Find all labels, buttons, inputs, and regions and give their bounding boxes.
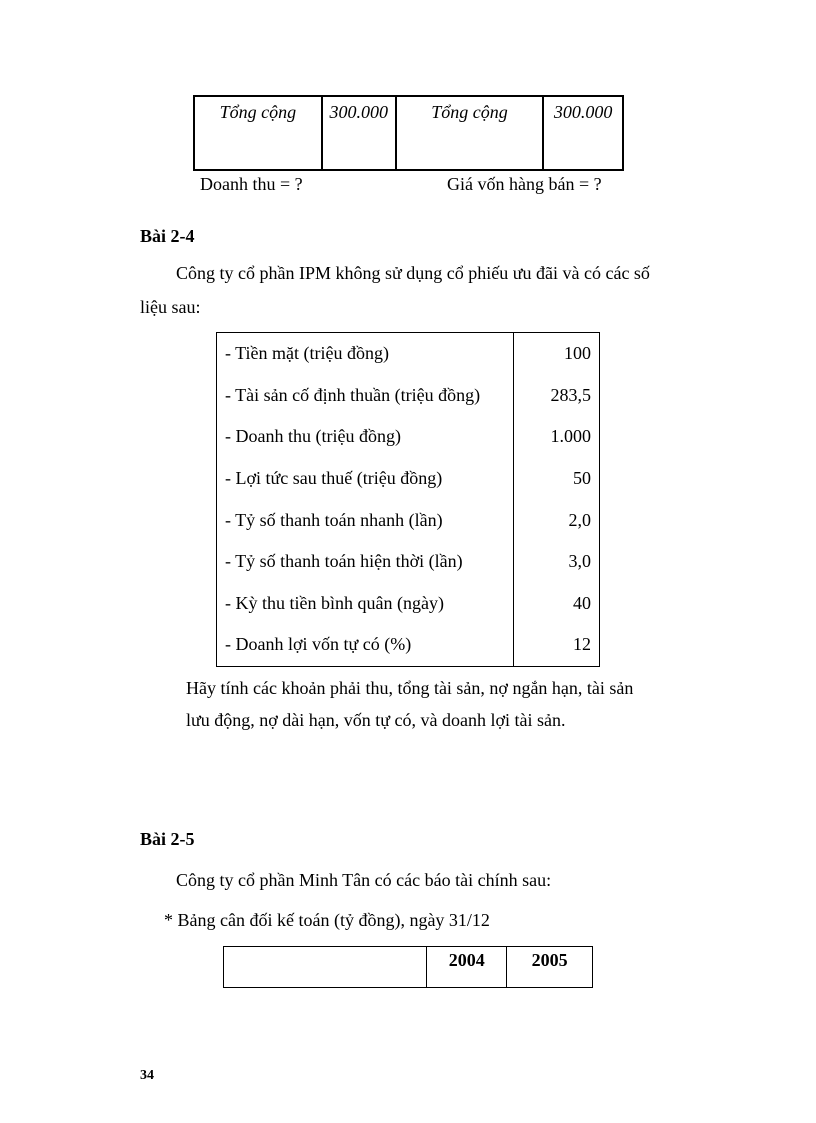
exercise-2-5-title: Bài 2-5 — [140, 829, 195, 849]
exercise-2-5-intro: Công ty cổ phần Minh Tân có các báo tài chính sau: — [176, 870, 552, 890]
exercise-2-5-subtitle: * Bảng cân đối kế toán (tỷ đồng), ngày 31/12 — [164, 910, 490, 930]
totals-table — [193, 95, 624, 171]
totals-left-label: Tổng cộng — [194, 96, 322, 170]
row-label: - Lợi tức sau thuế (triệu đồng) — [217, 458, 514, 500]
row-label: - Tỷ số thanh toán hiện thời (lần) — [217, 541, 514, 583]
row-value: 50 — [514, 458, 600, 500]
row-value: 100 — [514, 333, 600, 375]
totals-right-value: 300.000 — [543, 96, 623, 170]
row-value: 1.000 — [514, 416, 600, 458]
table-row — [217, 583, 600, 625]
row-label: - Tài sản cố định thuần (triệu đồng) — [217, 375, 514, 417]
exercise-2-4-title: Bài 2-4 — [140, 226, 195, 246]
row-label: - Kỳ thu tiền bình quân (ngày) — [217, 583, 514, 625]
row-label: - Doanh lợi vốn tự có (%) — [217, 624, 514, 666]
exercise-2-4-task-line2: lưu động, nợ dài hạn, vốn tự có, và doanh lợi tài sản. — [186, 710, 566, 730]
table-row — [217, 333, 600, 375]
table-row — [217, 541, 600, 583]
table-row — [217, 416, 600, 458]
row-label: - Doanh thu (triệu đồng) — [217, 416, 514, 458]
row-value: 40 — [514, 583, 600, 625]
row-label: - Tỷ số thanh toán nhanh (lần) — [217, 499, 514, 541]
row-value: 2,0 — [514, 499, 600, 541]
exercise-2-4-task-line1: Hãy tính các khoản phải thu, tổng tài sản, nợ ngắn hạn, tài sản — [186, 678, 634, 698]
table-header-row — [224, 947, 593, 988]
cogs-question: Giá vốn hàng bán = ? — [447, 174, 602, 194]
revenue-question: Doanh thu = ? — [200, 174, 303, 194]
page-number: 34 — [140, 1068, 154, 1083]
header-2004: 2004 — [427, 947, 507, 988]
row-label: - Tiền mặt (triệu đồng) — [217, 333, 514, 375]
totals-left-value: 300.000 — [322, 96, 396, 170]
header-blank — [224, 947, 427, 988]
totals-right-label: Tổng cộng — [396, 96, 543, 170]
row-value: 283,5 — [514, 375, 600, 417]
table-row — [194, 96, 623, 170]
exercise-2-4-intro-line1: Công ty cổ phần IPM không sử dụng cổ phiếu ưu đãi và có các số — [176, 263, 650, 283]
table-row — [217, 375, 600, 417]
row-value: 12 — [514, 624, 600, 666]
financial-data-table — [216, 332, 600, 667]
balance-sheet-table — [223, 946, 593, 988]
exercise-2-4-intro-line2: liệu sau: — [140, 297, 201, 317]
row-value: 3,0 — [514, 541, 600, 583]
table-row — [217, 499, 600, 541]
header-2005: 2005 — [507, 947, 593, 988]
table-row — [217, 458, 600, 500]
table-row — [217, 624, 600, 666]
